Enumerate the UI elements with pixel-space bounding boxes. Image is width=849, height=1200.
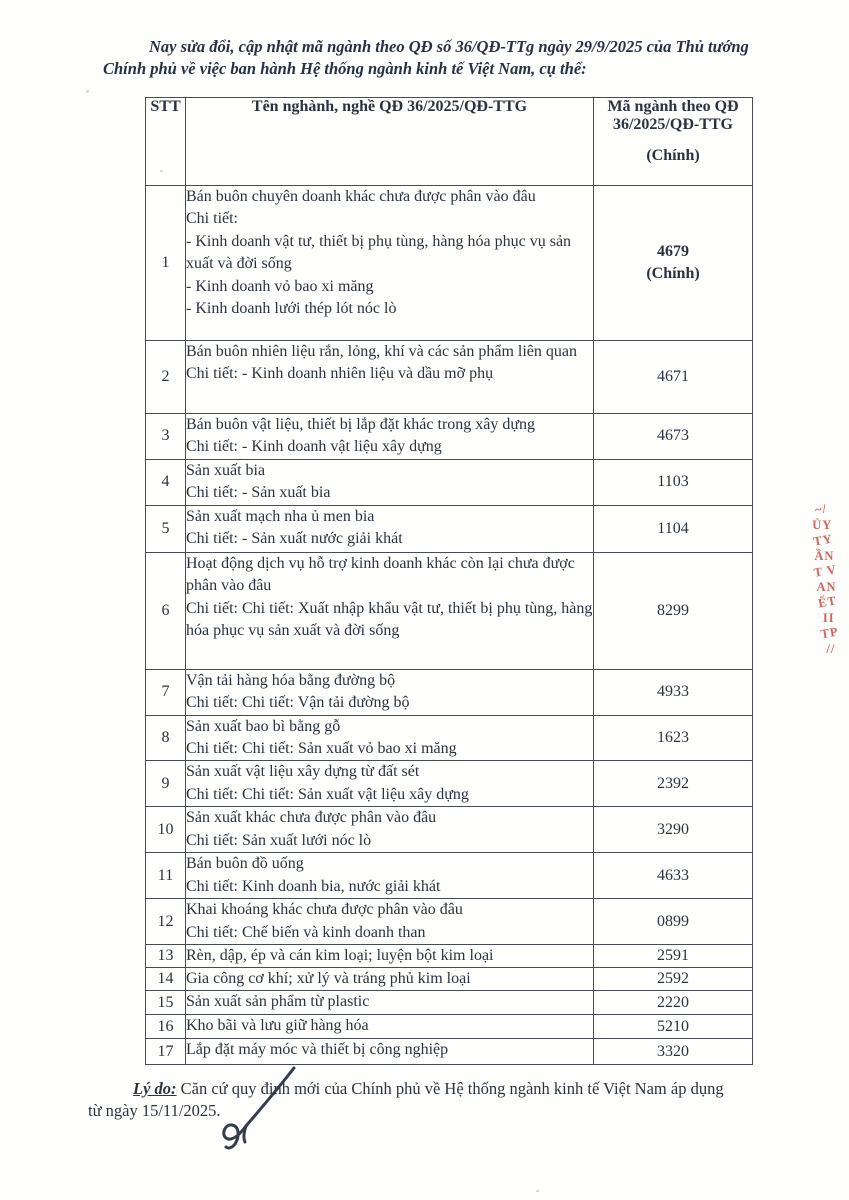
stamp-text-fragment: TP xyxy=(819,624,840,642)
table-row xyxy=(146,991,753,1015)
industry-name-line: Bán buôn nhiên liệu rắn, lỏng, khí và các sản phẩm liên quan xyxy=(186,343,578,360)
industry-name-line: Sản xuất bao bì bằng gỗ xyxy=(186,717,341,735)
industry-name-line: Khai khoáng khác chưa được phân vào đâu xyxy=(186,901,463,919)
footer-line-1 xyxy=(88,1078,794,1100)
table-row xyxy=(146,414,753,460)
industry-name-line: Chi tiết: - Kinh doanh vật liệu xây dựng xyxy=(186,438,442,456)
industry-name-cell xyxy=(186,968,594,991)
industry-code-cell xyxy=(594,505,753,552)
industry-name-cell xyxy=(186,1039,594,1065)
industry-code: 2392 xyxy=(657,774,689,792)
red-stamp-edge xyxy=(798,501,849,674)
industry-name-cell xyxy=(186,341,594,414)
industry-code-cell xyxy=(594,853,753,899)
intro-line-2: Chính phủ về việc ban hành Hệ thống ngành kinh tế Việt Nam, cụ thể: xyxy=(103,58,587,78)
header-industry-name: Tên nghành, nghề QĐ 36/2025/QĐ-TTG xyxy=(186,98,594,186)
stt-cell: 9 xyxy=(146,761,186,807)
industry-name-line: Bán buôn đồ uống xyxy=(186,855,304,873)
industry-code: 3290 xyxy=(657,820,689,838)
industry-code-note: (Chính) xyxy=(646,265,700,282)
header-code-line-3: (Chính) xyxy=(646,147,700,164)
industry-name-cell xyxy=(186,761,594,807)
stt-cell: 11 xyxy=(146,853,186,899)
stamp-text-fragment: T V xyxy=(812,562,838,580)
scan-speck xyxy=(86,90,89,93)
industry-name-cell xyxy=(186,807,594,853)
table-row xyxy=(146,945,753,968)
industry-code-cell xyxy=(594,807,753,853)
industry-code-cell xyxy=(594,715,753,761)
industry-name-line: Chi tiết: Chi tiết: Sản xuất vật liệu xây dựng xyxy=(186,785,469,803)
table-header-row xyxy=(146,98,753,186)
industry-name-line: Chi tiết: Sản xuất lưới nóc lò xyxy=(186,831,372,849)
industry-code: 1623 xyxy=(657,729,689,747)
industry-name-line: Kho bãi và lưu giữ hàng hóa xyxy=(186,1017,369,1035)
table-row xyxy=(146,899,753,945)
industry-name-line: Chi tiết: - Sản xuất nước giải khát xyxy=(186,530,403,548)
industry-code: 8299 xyxy=(657,601,689,619)
industry-code: 2592 xyxy=(657,970,689,988)
industry-name-line: Chi tiết: - Kinh doanh nhiên liệu và dầu mỡ phụ xyxy=(186,365,494,383)
industry-code-cell xyxy=(594,186,753,341)
stamp-text-fragment: // xyxy=(826,641,836,656)
header-stt: STT xyxy=(146,98,186,186)
table-row xyxy=(146,853,753,899)
industry-name-line: Chi tiết: Kinh doanh bia, nước giải khát xyxy=(186,877,441,895)
industry-name-line: - Kinh doanh vỏ bao xi măng xyxy=(186,277,374,295)
industry-name-line: Chi tiết: Chi tiết: Xuất nhập khẩu vật tư, thiết bị phụ tùng, hàng hóa phục vụ sản xuất và đời sống xyxy=(186,599,593,640)
industry-code-table xyxy=(145,97,753,1065)
scan-speck xyxy=(536,1190,539,1192)
stt-cell: 1 xyxy=(146,186,186,341)
footer-line-2: từ ngày 15/11/2025. xyxy=(88,1100,221,1120)
stamp-text-fragment: II xyxy=(822,610,835,625)
industry-code: 4633 xyxy=(657,866,689,884)
industry-name-cell xyxy=(186,853,594,899)
industry-name-line: Vận tải hàng hóa bằng đường bộ xyxy=(186,671,396,689)
industry-code: 1103 xyxy=(657,473,689,491)
industry-name-line: - Kinh doanh lưới thép lót nóc lò xyxy=(186,300,397,318)
stt-cell: 7 xyxy=(146,669,186,715)
industry-name-line: Sản xuất sản phẩm từ plastic xyxy=(186,993,370,1011)
handwritten-signature xyxy=(210,1064,306,1160)
stt-cell: 3 xyxy=(146,414,186,460)
industry-code: 4933 xyxy=(657,683,689,701)
industry-code: 2220 xyxy=(657,993,689,1011)
table-row xyxy=(146,968,753,991)
industry-name-cell xyxy=(186,899,594,945)
stamp-text-fragment: AN xyxy=(816,579,837,594)
footer-paragraph xyxy=(88,1078,794,1121)
industry-name-cell xyxy=(186,505,594,552)
table-row xyxy=(146,669,753,715)
industry-code-cell xyxy=(594,552,753,669)
stamp-text-fragment: TY xyxy=(812,531,834,549)
table-row xyxy=(146,761,753,807)
industry-name-cell xyxy=(186,459,594,505)
industry-code-cell xyxy=(594,761,753,807)
table-row xyxy=(146,807,753,853)
industry-name-line: Gia công cơ khí; xử lý và tráng phủ kim loại xyxy=(186,970,471,988)
industry-name-line: Hoạt động dịch vụ hỗ trợ kinh doanh khác còn lại chưa được phân vào đâu xyxy=(186,554,575,595)
industry-code-cell xyxy=(594,899,753,945)
industry-name-line: Sản xuất vật liệu xây dựng từ đất sét xyxy=(186,763,420,781)
industry-code-cell xyxy=(594,669,753,715)
industry-name-cell xyxy=(186,715,594,761)
industry-name-line: Chi tiết: Chi tiết: Vận tải đường bộ xyxy=(186,694,410,712)
stt-cell: 12 xyxy=(146,899,186,945)
stt-cell: 2 xyxy=(146,341,186,414)
table-row xyxy=(146,459,753,505)
industry-name-line: Bán buôn vật liệu, thiết bị lắp đặt khác trong xây dựng xyxy=(186,416,536,433)
stt-cell: 5 xyxy=(146,505,186,552)
industry-name-cell xyxy=(186,1015,594,1039)
industry-name-line: Lắp đặt máy móc và thiết bị công nghiệp xyxy=(186,1041,449,1059)
industry-name-line: Sản xuất khác chưa được phân vào đâu xyxy=(186,809,437,827)
industry-code-cell xyxy=(594,1015,753,1039)
industry-name-line: Rèn, dập, ép và cán kim loại; luyện bột kim loại xyxy=(186,947,494,965)
industry-code: 1104 xyxy=(657,519,689,537)
table-row xyxy=(146,1015,753,1039)
industry-code: 4673 xyxy=(657,427,689,445)
industry-code-cell xyxy=(594,945,753,968)
stt-cell: 6 xyxy=(146,552,186,669)
industry-code-cell xyxy=(594,1039,753,1065)
industry-name-line: - Kinh doanh vật tư, thiết bị phụ tùng, hàng hóa phục vụ sản xuất và đời sống xyxy=(186,232,572,273)
industry-code: 2591 xyxy=(657,947,689,965)
industry-code: 4679 xyxy=(657,243,689,260)
stamp-text-fragment: ỦY xyxy=(812,517,833,532)
industry-name-line: Sản xuất bia xyxy=(186,461,266,479)
stt-cell: 4 xyxy=(146,459,186,505)
header-industry-code xyxy=(594,98,753,186)
industry-name-cell xyxy=(186,186,594,341)
industry-name-cell xyxy=(186,945,594,968)
industry-code: 5210 xyxy=(657,1017,689,1035)
intro-paragraph xyxy=(103,36,785,79)
stt-cell: 8 xyxy=(146,715,186,761)
stt-cell: 16 xyxy=(146,1015,186,1039)
industry-code-cell xyxy=(594,991,753,1015)
industry-name-cell xyxy=(186,414,594,460)
table-row xyxy=(146,505,753,552)
table-row xyxy=(146,1039,753,1065)
stt-cell: 13 xyxy=(146,945,186,968)
scan-speck xyxy=(160,170,163,172)
intro-line-1: Nay sửa đổi, cập nhật mã ngành theo QĐ số 36/QĐ-TTg ngày 29/9/2025 của Thủ tướng xyxy=(149,37,749,56)
table-row xyxy=(146,186,753,341)
industry-code-cell xyxy=(594,968,753,991)
table-row xyxy=(146,552,753,669)
industry-name-line: Chi tiết: Chi tiết: Sản xuất vỏ bao xi măng xyxy=(186,740,457,758)
table-row xyxy=(146,341,753,414)
industry-name-line: Chi tiết: - Sản xuất bia xyxy=(186,484,331,502)
industry-name-line: Bán buôn chuyên doanh khác chưa được phân vào đâu xyxy=(186,188,536,205)
industry-name-cell xyxy=(186,669,594,715)
stt-cell: 10 xyxy=(146,807,186,853)
industry-name-cell xyxy=(186,552,594,669)
industry-code-cell xyxy=(594,459,753,505)
industry-code: 3320 xyxy=(657,1042,689,1060)
stt-cell: 14 xyxy=(146,968,186,991)
header-code-line-2: 36/2025/QĐ-TTG xyxy=(612,116,733,133)
table-row xyxy=(146,715,753,761)
industry-code: 4671 xyxy=(657,368,689,385)
industry-name-cell xyxy=(186,991,594,1015)
industry-code-cell xyxy=(594,414,753,460)
stamp-text-fragment: ~/ xyxy=(813,501,829,518)
reason-text: Căn cứ quy định mới của Chính phủ về Hệ thống ngành kinh tế Việt Nam áp dụng xyxy=(176,1079,724,1098)
industry-name-line: Chi tiết: Chế biến và kinh doanh than xyxy=(186,923,426,941)
industry-code-cell xyxy=(594,341,753,414)
industry-code: 0899 xyxy=(657,912,689,930)
header-code-line-1: Mã ngành theo QĐ xyxy=(607,98,739,115)
industry-name-line: Sản xuất mạch nha ủ men bia xyxy=(186,507,375,525)
stamp-text-fragment: ẦN xyxy=(814,548,835,563)
reason-label: Lý do: xyxy=(133,1079,177,1098)
stt-cell: 17 xyxy=(146,1039,186,1065)
stamp-text-fragment: ẾT xyxy=(817,593,838,611)
stt-cell: 15 xyxy=(146,991,186,1015)
industry-name-line: Chi tiết: xyxy=(186,210,238,228)
